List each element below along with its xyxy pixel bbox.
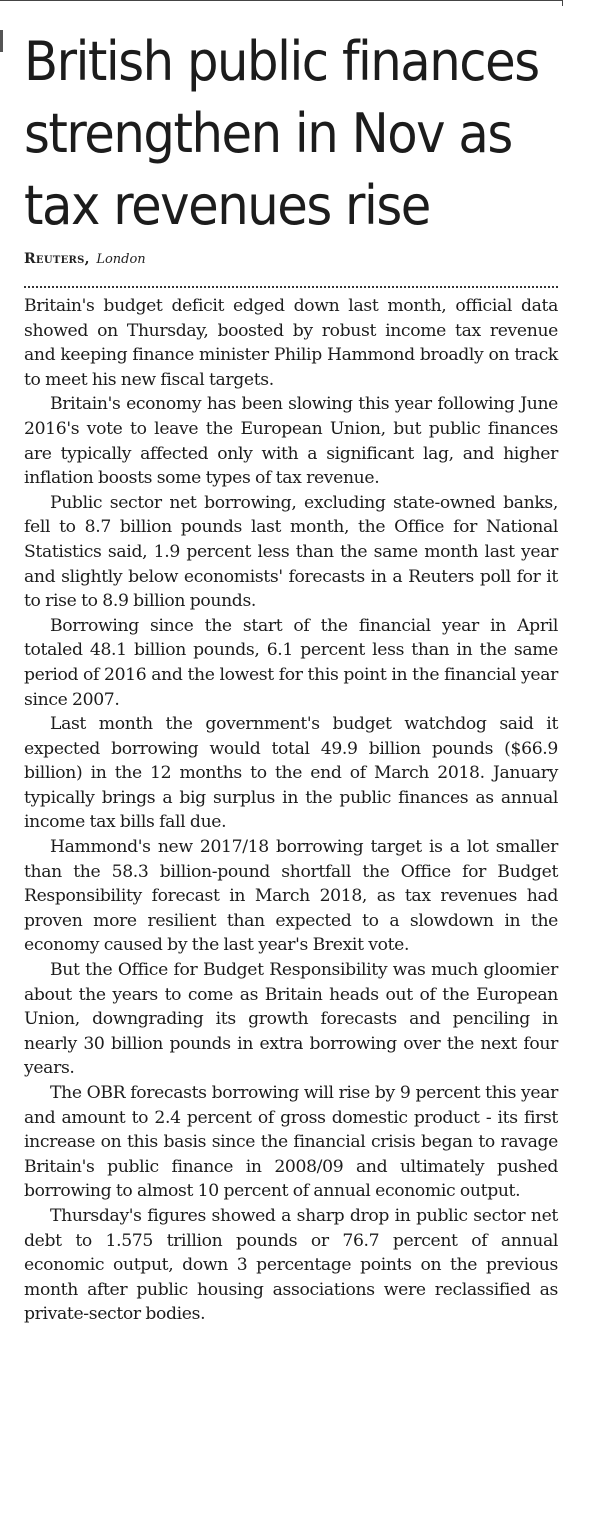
headline: British public finances strengthen in Nov as tax revenues rise bbox=[24, 30, 539, 237]
paragraph-1: Britain's budget deficit edged down last month, official data showed on Thursday, boosted by robust income tax revenue and keeping finance minister Philip Hammond broadly on track to meet his new fiscal targets. bbox=[24, 296, 558, 390]
byline-location: London bbox=[96, 252, 146, 267]
paragraph-7: But the Office for Budget Responsibility was much gloomier about the years to come as Britain heads out of the European Union, downgrading its growth forecasts and penciling in nearly 30 billion pounds in extra borrowing over the next four years. bbox=[24, 960, 558, 1079]
paragraph-2: Britain's economy has been slowing this year following June 2016's vote to leave the European Union, but public finances are typically affected only with a significant lag, and higher inflation boosts some types of tax revenue. bbox=[24, 394, 558, 489]
paragraph-3: Public sector net borrowing, excluding state-owned banks, fell to 8.7 billion pounds last month, the Office for National Statistics said, 1.9 percent less than the same month last year and slightly below economists' forecasts in a Reuters poll for it to rise to 8.9 billion pounds. bbox=[24, 492, 558, 612]
paragraph-5: Last month the government's budget watchdog said it expected borrowing would total 49.9 billion pounds ($66.9 billion) in the 12 months to the end of March 2018. January typically brings a big surplus in the public finances as annual income tax bills fall due. bbox=[24, 714, 558, 833]
paragraph-4: Borrowing since the start of the financial year in April totaled 48.1 billion pounds, 6.1 percent less than in the same period of 2016 and the lowest for this point in the financial year since 2007. bbox=[24, 615, 558, 710]
byline bbox=[24, 250, 564, 269]
paragraph-6: Hammond's new 2017/18 borrowing target is a lot smaller than the 58.3 billion-pound shortfall the Office for Budget Responsibility forecast in March 2018, as tax revenues had proven more resilient than expected to a slowdown in the economy caused by the last year's Brexit vote. bbox=[24, 837, 558, 956]
paragraph-9: Thursday's figures showed a sharp drop in public sector net debt to 1.575 trillion pounds or 76.7 percent of annual economic output, down 3 percentage points on the previous month after public housing associations were reclassified as private-sector bodies. bbox=[24, 1205, 558, 1325]
top-border-rule bbox=[0, 0, 563, 6]
news-article bbox=[24, 26, 564, 1327]
paragraph-8: The OBR forecasts borrowing will rise by 9 percent this year and amount to 2.4 percent of gross domestic product - its first increase on this basis since the financial crisis began to ravage Britain's public finance in 2008/09 and ultimately pushed borrowing to almost 10 percent of annual economic output. bbox=[24, 1083, 558, 1202]
dotted-separator bbox=[24, 286, 558, 288]
byline-agency: Reuters, bbox=[24, 251, 90, 267]
article-body bbox=[24, 294, 558, 1327]
column-edge-mark bbox=[0, 30, 3, 52]
